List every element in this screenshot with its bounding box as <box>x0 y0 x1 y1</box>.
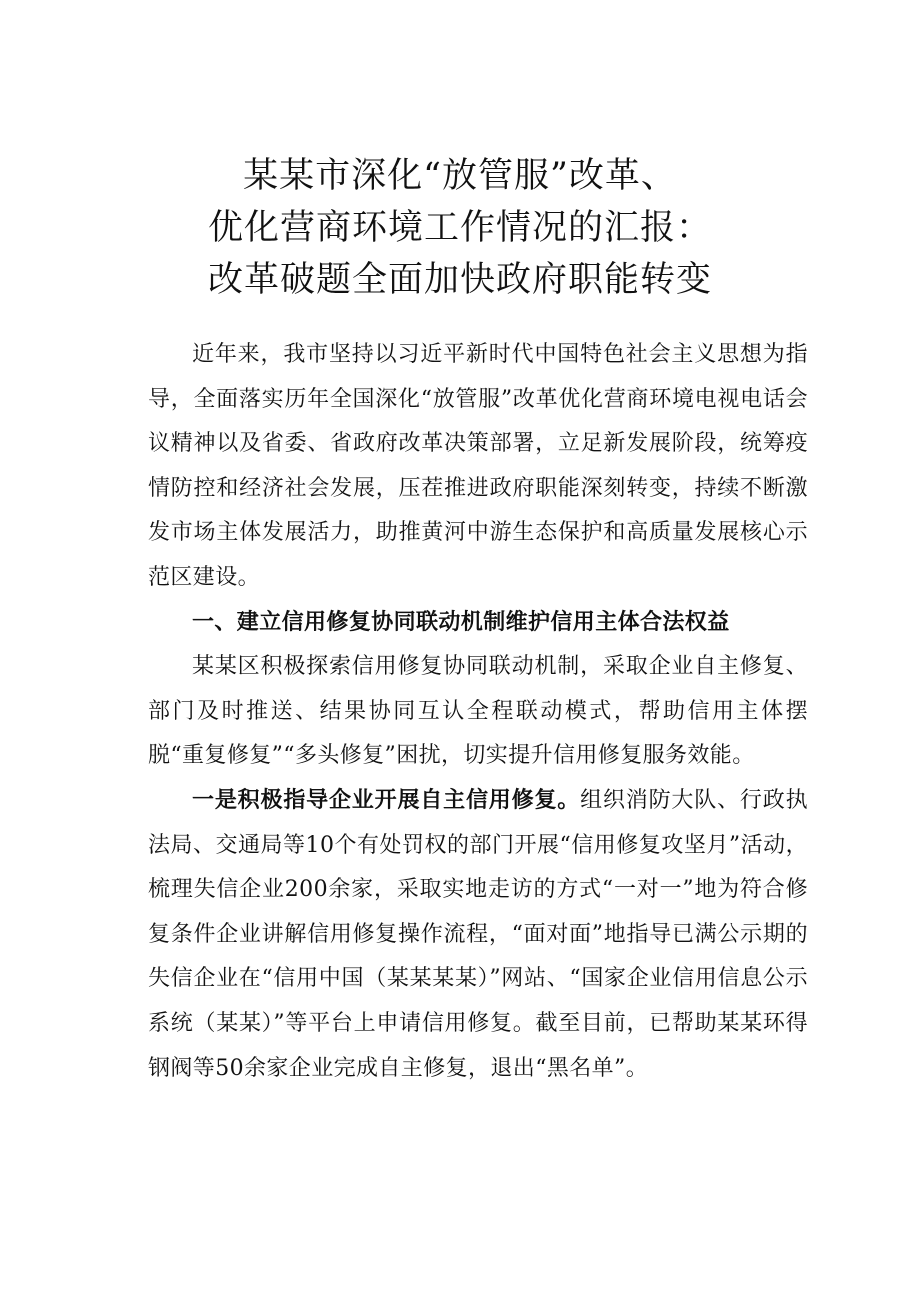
section-1-item-1 <box>148 779 808 1091</box>
item-1-body: 组织消防大队、行政执法局、交通局等10个有处罚权的部门开展“信用修复攻坚月”活动，梳理失信企业200余家，采取实地走访的方式“一对一”地为符合修复条件企业讲解信用修复操作流程，“面对面”地指导已满公示期的失信企业在“信用中国（某某某某）”网站、“国家企业信用信息公示系统（某某）”等平台上申请信用修复。截至目前，已帮助某某环得钢阀等50余家企业完成自主修复，退出“黑名单”。 <box>148 787 808 1081</box>
document-title <box>0 150 920 306</box>
section-1-heading: 一、建立信用修复协同联动机制维护信用主体合法权益 <box>192 609 730 635</box>
document-body <box>148 333 808 1091</box>
title-line-3: 改革破题全面加快政府职能转变 <box>207 260 712 300</box>
item-1-lead: 一是积极指导企业开展自主信用修复。 <box>192 787 581 813</box>
section-1-paragraph: 某某区积极探索信用修复协同联动机制，采取企业自主修复、部门及时推送、结果协同互认全程联动模式，帮助信用主体摆脱“重复修复”“多头修复”困扰，切实提升信用修复服务效能。 <box>148 654 808 769</box>
title-line-2: 优化营商环境工作情况的汇报： <box>207 208 712 248</box>
intro-paragraph: 近年来，我市坚持以习近平新时代中国特色社会主义思想为指导，全面落实历年全国深化“放管服”改革优化营商环境电视电话会议精神以及省委、省政府改革决策部署，立足新发展阶段，统筹疫情防控和经济社会发展，压茬推进政府职能深刻转变，持续不断激发市场主体发展活力，助推黄河中游生态保护和高质量发展核心示范区建设。 <box>148 342 808 590</box>
title-line-1: 某某市深化“放管服”改革、 <box>243 156 677 196</box>
